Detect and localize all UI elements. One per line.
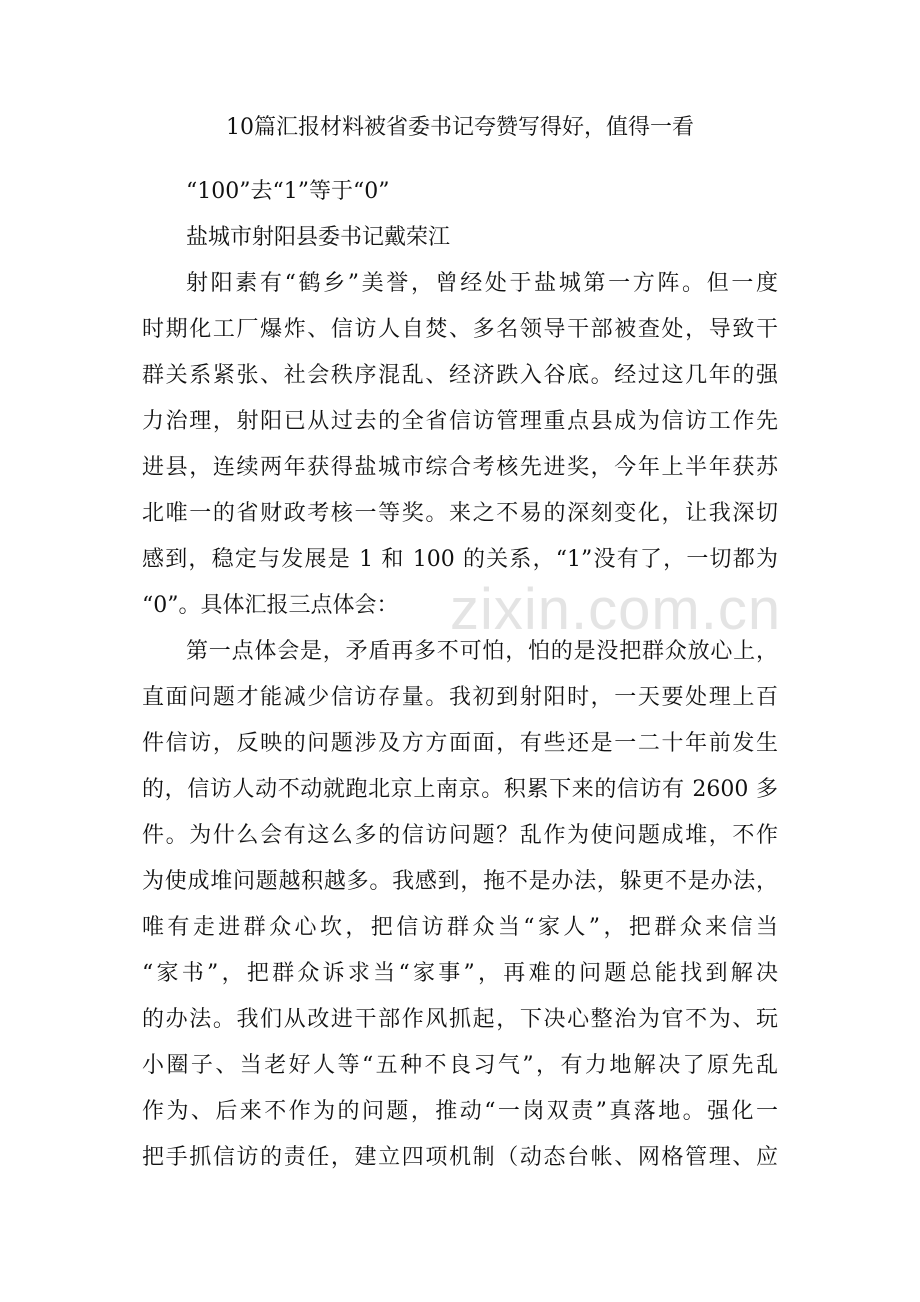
text-line: 感到，稳定与发展是 1 和 100 的关系，“1”没有了，一切都为 — [142, 547, 778, 572]
text-line: 作为、后来不作为的问题，推动“一岗双责”真落地。强化一 — [142, 1099, 778, 1124]
text-line: 进县，连续两年获得盐城市综合考核先进奖，今年上半年获苏 — [142, 455, 778, 480]
text-line: 件。为什么会有这么多的信访问题？乱作为使问题成堆，不作 — [142, 823, 778, 848]
text-line: 的，信访人动不动就跑北京上南京。积累下来的信访有 2600 多 — [142, 777, 778, 802]
text-line: 把手抓信访的责任，建立四项机制（动态台帐、网格管理、应 — [142, 1145, 778, 1170]
document-author: 盐城市射阳县委书记戴荣江 — [186, 225, 451, 250]
text-line: 第一点体会是，矛盾再多不可怕，怕的是没把群众放心上， — [186, 639, 778, 664]
text-line: 的办法。我们从改进干部作风抓起，下决心整治为官不为、玩 — [142, 1007, 778, 1032]
text-line: 件信访，反映的问题涉及方方面面，有些还是一二十年前发生 — [142, 731, 778, 756]
text-line: 为使成堆问题越积越多。我感到，拖不是办法，躲更不是办法， — [142, 869, 778, 894]
document-title: 10篇汇报材料被省委书记夸赞写得好，值得一看 — [226, 115, 694, 140]
text-line: 时期化工厂爆炸、信访人自焚、多名领导干部被查处，导致干 — [142, 317, 778, 342]
text-line: “家书”，把群众诉求当“家事”，再难的问题总能找到解决 — [142, 961, 778, 986]
text-line: 群关系紧张、社会秩序混乱、经济跌入谷底。经过这几年的强 — [142, 363, 778, 388]
text-line: 直面问题才能减少信访存量。我初到射阳时，一天要处理上百 — [142, 685, 778, 710]
text-line: 唯有走进群众心坎，把信访群众当“家人”，把群众来信当 — [142, 915, 778, 940]
text-line: 射阳素有“鹤乡”美誉，曾经处于盐城第一方阵。但一度 — [186, 271, 778, 296]
watermark: zixin.com.cn — [450, 577, 782, 642]
text-line: 小圈子、当老好人等“五种不良习气”，有力地解决了原先乱 — [142, 1053, 778, 1078]
text-line: “0”。具体汇报三点体会： — [142, 593, 399, 618]
text-line: 力治理，射阳已从过去的全省信访管理重点县成为信访工作先 — [142, 409, 778, 434]
document-subtitle: “100”去“1”等于“0” — [186, 179, 390, 204]
text-line: 北唯一的省财政考核一等奖。来之不易的深刻变化，让我深切 — [142, 501, 778, 526]
